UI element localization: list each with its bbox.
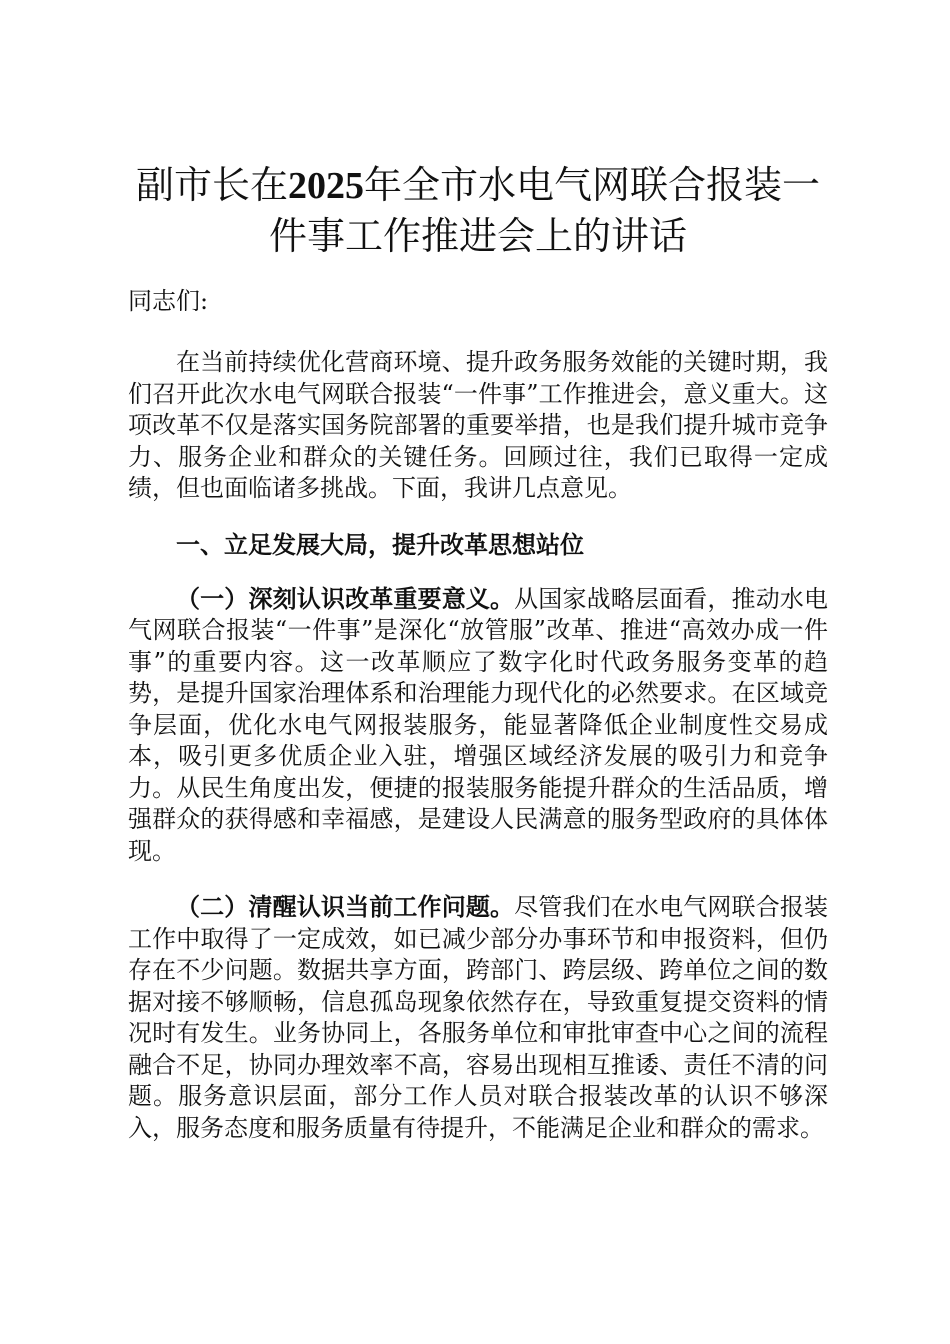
title-year: 2025 [288,165,364,207]
intro-paragraph: 在当前持续优化营商环境、提升政务服务效能的关键时期，我们召开此次水电气网联合报装“一件事”工作推进会，意义重大。这项改革不仅是落实国务院部署的重要举措，也是我们提升城市竞争力、服务企业和群众的关键任务。回顾过往，我们已取得一定成绩，但也面临诸多挑战。下面，我讲几点意见。 [128,348,828,502]
subsection-body-1: 从国家战略层面看，推动水电气网联合报装“一件事”是深化“放管服”改革、推进“高效办成一件事”的重要内容。这一改革顺应了数字化时代政务服务变革的趋势，是提升国家治理体系和治理能力现代化的必然要求。在区域竞争层面，优化水电气网报装服务，能显著降低企业制度性交易成本，吸引更多优质企业入驻，增强区域经济发展的吸引力和竞争力。从民生角度出发，便捷的报装服务能提升群众的生活品质，增强群众的获得感和幸福感，是建设人民满意的服务型政府的具体体现。 [128,584,829,865]
title-suffix: 年全市水电气网联合报装一件事工作推进会上的讲话 [268,163,821,258]
subsection-heading-1: （一）深刻认识改革重要意义。 [176,583,515,613]
subsection-body-2: 尽管我们在水电气网联合报装工作中取得了一定成效，如已减少部分办事环节和申报资料，但仍存在不少问题。数据共享方面，跨部门、跨层级、跨单位之间的数据对接不够顺畅，信息孤岛现象依然存在，导致重复提交资料的情况时有发生。业务协同上，各服务单位和审批审查中心之间的流程融合不足，协同办理效率不高，容易出现相互推诿、责任不清的问题。服务意识层面，部分工作人员对联合报装改革的认识不够深入，服务态度和服务质量有待提升，不能满足企业和群众的需求。 [128,893,829,1142]
subsection-heading-2: （二）清醒认识当前工作问题。 [176,892,515,921]
subsection-paragraph-1 [128,583,828,868]
document-title [128,160,828,261]
title-prefix: 副市长在 [135,163,288,207]
document-page [128,160,828,1168]
subsection-paragraph-2 [128,891,828,1144]
section-heading: 一、立足发展大局，提升改革思想站位 [176,529,584,559]
salutation: 同志们: [128,287,209,315]
